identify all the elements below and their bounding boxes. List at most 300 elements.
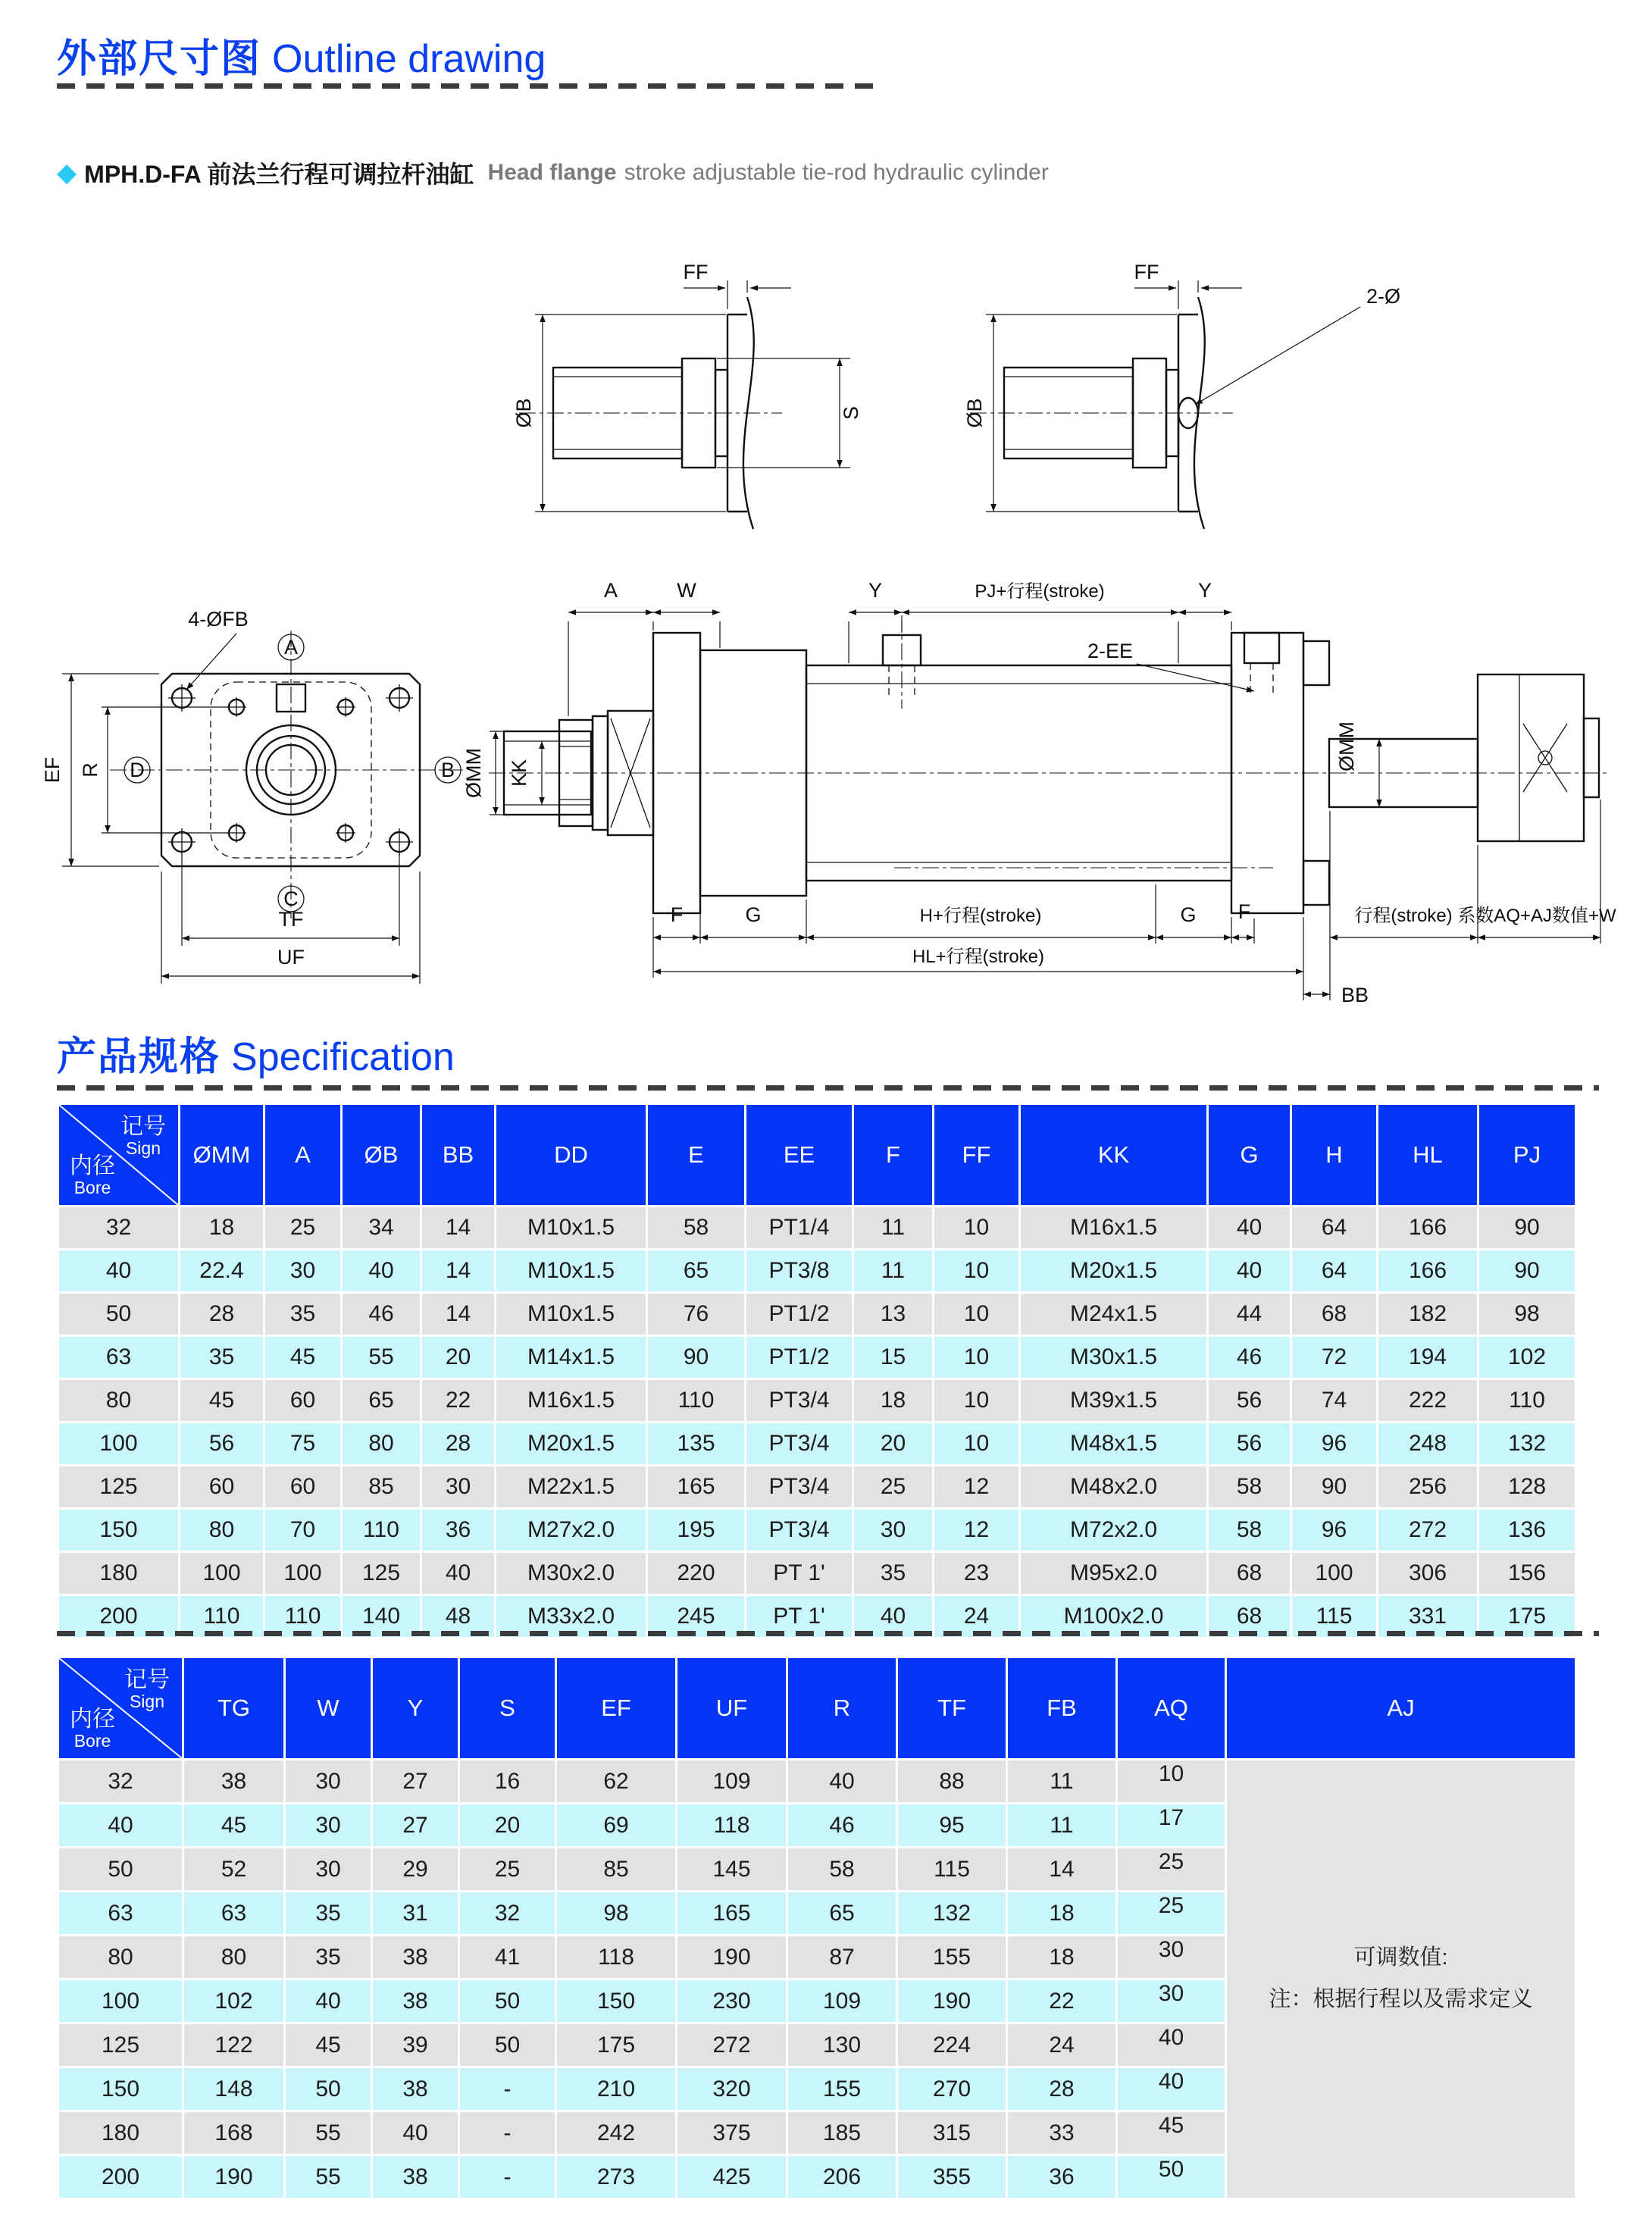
cell: 150 — [556, 1979, 677, 2023]
cell: 18 — [853, 1379, 934, 1422]
cell: 23 — [934, 1552, 1020, 1595]
cell: 135 — [647, 1422, 746, 1466]
cell: 331 — [1378, 1595, 1478, 1638]
mark-b: B — [440, 759, 455, 781]
cell: 50 — [285, 2067, 372, 2111]
cell: 132 — [897, 1892, 1007, 1936]
sign-label-en: Sign — [129, 1692, 165, 1711]
column-header: EF — [556, 1657, 677, 1760]
cell: 34 — [342, 1206, 421, 1250]
cell: 132 — [1478, 1422, 1576, 1466]
cell: 76 — [647, 1293, 746, 1336]
cell: 102 — [1478, 1336, 1576, 1379]
corner-cell — [58, 1104, 180, 1206]
spec-title-en: Specification — [231, 1035, 455, 1079]
cell: 185 — [787, 2111, 897, 2155]
corner-cell — [58, 1657, 183, 1760]
sign-label-zh: 记号 — [124, 1667, 170, 1692]
cell: 195 — [647, 1509, 746, 1552]
dim-label-y-left: Y — [868, 579, 883, 602]
cell: 55 — [285, 2111, 372, 2155]
cell: 52 — [183, 1848, 285, 1892]
cell: 20 — [421, 1336, 496, 1379]
cell: 220 — [647, 1552, 746, 1595]
table2-body — [58, 1760, 1576, 2199]
dim-label-hl-stroke: HL+行程(stroke) — [912, 947, 1045, 967]
cell: 32 — [459, 1892, 556, 1936]
cell: 88 — [897, 1760, 1007, 1804]
cell: 40 — [1208, 1250, 1291, 1293]
bore-label-zh: 内径 — [70, 1706, 115, 1732]
cell: 29 — [372, 1848, 459, 1892]
cell: 80 — [180, 1509, 264, 1552]
column-header: S — [459, 1657, 556, 1760]
cell: 15 — [853, 1336, 934, 1379]
cell: 40 — [1117, 2067, 1226, 2111]
cell: 18 — [1007, 1892, 1117, 1936]
cell: 58 — [647, 1206, 746, 1250]
cell: 63 — [58, 1892, 183, 1936]
drawing-head-side-view — [500, 250, 902, 553]
cell: 16 — [459, 1760, 556, 1804]
cell: 80 — [58, 1936, 183, 1979]
cell: M16x1.5 — [1020, 1206, 1208, 1250]
cell: M39x1.5 — [1020, 1379, 1208, 1422]
cell: 56 — [1208, 1422, 1291, 1466]
dim-label-pj-stroke: PJ+行程(stroke) — [975, 581, 1105, 602]
cell: 35 — [853, 1552, 934, 1595]
cell: M72x2.0 — [1020, 1509, 1208, 1552]
cell: 190 — [183, 2155, 285, 2199]
cell: 22 — [1007, 1979, 1117, 2023]
dim-label-h-stroke: H+行程(stroke) — [919, 906, 1042, 926]
cell: 65 — [787, 1892, 897, 1936]
table-row — [58, 1552, 1576, 1595]
cell: 10 — [934, 1379, 1020, 1422]
cell: 190 — [677, 1936, 787, 1979]
dim-label-f-right: F — [1237, 900, 1251, 923]
cell: 242 — [556, 2111, 677, 2155]
outline-drawings — [0, 189, 1652, 1016]
cell: 40 — [421, 1552, 496, 1595]
cell: 40 — [787, 1760, 897, 1804]
dim-label-w: W — [677, 579, 696, 602]
cell: M33x2.0 — [496, 1595, 647, 1638]
cell: 11 — [1007, 1760, 1117, 1804]
cell: 25 — [853, 1466, 934, 1509]
cell: 130 — [787, 2023, 897, 2067]
diamond-bullet-icon: ◆ — [57, 158, 77, 187]
cell: 33 — [1007, 2111, 1117, 2155]
cell: 98 — [1478, 1293, 1576, 1336]
dim-label-g-right: G — [1180, 903, 1197, 926]
cell: M95x2.0 — [1020, 1552, 1208, 1595]
cell: 14 — [421, 1250, 496, 1293]
cell: PT3/8 — [746, 1250, 853, 1293]
title-zh: 外部尺寸图 — [57, 37, 262, 81]
dim-label-ff: FF — [683, 261, 709, 283]
cell: 200 — [58, 2155, 183, 2199]
dim-label-ob: ØB — [963, 398, 986, 428]
cell: 28 — [1007, 2067, 1117, 2111]
cell: 55 — [342, 1336, 421, 1379]
dim-label-a: A — [603, 579, 618, 602]
cell: 10 — [1117, 1760, 1226, 1804]
cell: 175 — [1478, 1595, 1576, 1638]
cell: 50 — [1117, 2155, 1226, 2199]
table-row — [58, 1379, 1576, 1422]
table-row — [58, 1760, 1576, 1804]
mark-d: D — [130, 759, 145, 781]
spec-table-1 — [57, 1103, 1577, 1639]
table-divider — [57, 1631, 1599, 1636]
cell: 355 — [897, 2155, 1007, 2199]
cell: 222 — [1378, 1379, 1478, 1422]
cell: 58 — [787, 1848, 897, 1892]
sign-label-en: Sign — [125, 1138, 161, 1158]
cell: PT 1' — [746, 1552, 853, 1595]
cell: 68 — [1291, 1293, 1378, 1336]
cell: 272 — [1378, 1509, 1478, 1552]
cell: 110 — [180, 1595, 264, 1638]
cell: PT3/4 — [746, 1509, 853, 1552]
header-row — [58, 1657, 1576, 1760]
cell: M27x2.0 — [496, 1509, 647, 1552]
cell: 25 — [1117, 1848, 1226, 1892]
cell: 125 — [342, 1552, 421, 1595]
cell: 58 — [1208, 1466, 1291, 1509]
outline-drawing-title — [57, 27, 546, 83]
cell: 50 — [58, 1293, 180, 1336]
cell: 125 — [58, 1466, 180, 1509]
table1-body — [58, 1206, 1576, 1638]
cell: 68 — [1208, 1552, 1291, 1595]
cell: M48x1.5 — [1020, 1422, 1208, 1466]
cell: 30 — [421, 1466, 496, 1509]
cell: 35 — [285, 1892, 372, 1936]
cell: 35 — [264, 1293, 342, 1336]
cell: 44 — [1208, 1293, 1291, 1336]
dim-label-stroke: 行程(stroke) — [1354, 906, 1453, 926]
cell: 425 — [677, 2155, 787, 2199]
cell: 60 — [264, 1379, 342, 1422]
cell: 95 — [897, 1804, 1007, 1848]
cell: 80 — [58, 1379, 180, 1422]
column-header: FB — [1007, 1657, 1117, 1760]
cell: 100 — [1291, 1552, 1378, 1595]
cell: 98 — [556, 1892, 677, 1936]
cell: 32 — [58, 1760, 183, 1804]
cell: 25 — [459, 1848, 556, 1892]
dim-label-kk: KK — [508, 759, 530, 787]
cell: 14 — [421, 1206, 496, 1250]
column-header: A — [264, 1104, 342, 1206]
cell: 25 — [1117, 1892, 1226, 1936]
cell: 58 — [1208, 1509, 1291, 1552]
cell: 22.4 — [180, 1250, 264, 1293]
cell: 10 — [934, 1206, 1020, 1250]
column-header: HL — [1378, 1104, 1478, 1206]
cell: 168 — [183, 2111, 285, 2155]
table-row — [58, 1509, 1576, 1552]
cell: 166 — [1378, 1250, 1478, 1293]
aj-note-cell — [1226, 1760, 1576, 2199]
title-en: Outline drawing — [272, 37, 546, 81]
cell: 25 — [264, 1206, 342, 1250]
cell: 175 — [556, 2023, 677, 2067]
cell: 11 — [853, 1206, 934, 1250]
cell: 40 — [342, 1250, 421, 1293]
cell: 375 — [677, 2111, 787, 2155]
cell: 145 — [677, 1848, 787, 1892]
cell: 115 — [1291, 1595, 1378, 1638]
cell: 115 — [897, 1848, 1007, 1892]
cell: 63 — [183, 1892, 285, 1936]
cell: 118 — [677, 1804, 787, 1848]
cell: 69 — [556, 1804, 677, 1848]
column-header: R — [787, 1657, 897, 1760]
column-header: ØB — [342, 1104, 421, 1206]
cell: M10x1.5 — [496, 1293, 647, 1336]
column-header: E — [647, 1104, 746, 1206]
cell: 248 — [1378, 1422, 1478, 1466]
drawing-cylinder-side-view — [462, 568, 1622, 1008]
cell: 180 — [58, 2111, 183, 2155]
cell: 273 — [556, 2155, 677, 2199]
column-header: AJ — [1226, 1657, 1576, 1760]
cell: 96 — [1291, 1422, 1378, 1466]
column-header: EE — [746, 1104, 853, 1206]
cell: 155 — [897, 1936, 1007, 1979]
dim-label-2ee: 2-EE — [1087, 640, 1134, 662]
cell: 38 — [183, 1760, 285, 1804]
aj-note-line1: 可调数值: — [1353, 1945, 1448, 1970]
column-header: KK — [1020, 1104, 1208, 1206]
dim-label-ef: EF — [41, 756, 64, 784]
cell: 182 — [1378, 1293, 1478, 1336]
cell: 14 — [1007, 1848, 1117, 1892]
cell: 50 — [459, 2023, 556, 2067]
cell: 306 — [1378, 1552, 1478, 1595]
cell: 165 — [647, 1466, 746, 1509]
column-header: TG — [183, 1657, 285, 1760]
cell: 100 — [264, 1552, 342, 1595]
cell: 12 — [934, 1509, 1020, 1552]
cell: 136 — [1478, 1509, 1576, 1552]
cell: 64 — [1291, 1206, 1378, 1250]
spec-title-zh: 产品规格 — [57, 1035, 221, 1079]
cell: 35 — [180, 1336, 264, 1379]
cell: 50 — [459, 1979, 556, 2023]
cell: 96 — [1291, 1509, 1378, 1552]
cell: PT1/2 — [746, 1293, 853, 1336]
table-row — [58, 1466, 1576, 1509]
cell: 64 — [1291, 1250, 1378, 1293]
cell: 206 — [787, 2155, 897, 2199]
cell: 30 — [1117, 1979, 1226, 2023]
cell: PT 1' — [746, 1595, 853, 1638]
cell: 39 — [372, 2023, 459, 2067]
cell: 166 — [1378, 1206, 1478, 1250]
cell: 110 — [342, 1509, 421, 1552]
dim-label-s: S — [840, 405, 862, 421]
cell: 125 — [58, 2023, 183, 2067]
dim-label-tf: TF — [278, 908, 304, 931]
cell: 90 — [647, 1336, 746, 1379]
cell: 80 — [342, 1422, 421, 1466]
drawing-head-side-view-2 — [951, 250, 1451, 553]
dim-label-ff: FF — [1134, 261, 1159, 283]
cell: 30 — [264, 1250, 342, 1293]
cell: 18 — [1007, 1936, 1117, 1979]
cell: 270 — [897, 2067, 1007, 2111]
cell: 17 — [1117, 1804, 1226, 1848]
table-row — [58, 1293, 1576, 1336]
cell: 12 — [934, 1466, 1020, 1509]
cell: 14 — [421, 1293, 496, 1336]
dim-label-aq-aj-w: 系数AQ+AJ数值+W — [1457, 906, 1616, 926]
cell: PT1/2 — [746, 1336, 853, 1379]
cell: 256 — [1378, 1466, 1478, 1509]
specification-title — [57, 1025, 455, 1081]
cell: M14x1.5 — [496, 1336, 647, 1379]
dim-label-bb: BB — [1341, 984, 1369, 1006]
cell: 109 — [677, 1760, 787, 1804]
cell: 30 — [285, 1760, 372, 1804]
cell: M48x2.0 — [1020, 1466, 1208, 1509]
cell: 45 — [264, 1336, 342, 1379]
cell: 74 — [1291, 1379, 1378, 1422]
cell: 30 — [285, 1804, 372, 1848]
cell: 210 — [556, 2067, 677, 2111]
cell: 55 — [285, 2155, 372, 2199]
table-row — [58, 1206, 1576, 1250]
column-header: Y — [372, 1657, 459, 1760]
cell: 190 — [897, 1979, 1007, 2023]
cell: 38 — [372, 2155, 459, 2199]
cell: 110 — [1478, 1379, 1576, 1422]
cell: 31 — [372, 1892, 459, 1936]
cell: 80 — [183, 1936, 285, 1979]
cell: 63 — [58, 1336, 180, 1379]
cell: 38 — [372, 2067, 459, 2111]
cell: 194 — [1378, 1336, 1478, 1379]
cell: 27 — [372, 1760, 459, 1804]
cell: M20x1.5 — [496, 1422, 647, 1466]
cell: 36 — [1007, 2155, 1117, 2199]
cell: 40 — [58, 1804, 183, 1848]
column-header: PJ — [1478, 1104, 1576, 1206]
bore-label-en: Bore — [74, 1730, 111, 1751]
cell: 27 — [372, 1804, 459, 1848]
cell: 150 — [58, 2067, 183, 2111]
cell: 72 — [1291, 1336, 1378, 1379]
cell: 118 — [556, 1936, 677, 1979]
cell: 85 — [342, 1466, 421, 1509]
cell: 28 — [180, 1293, 264, 1336]
cell: 245 — [647, 1595, 746, 1638]
dim-label-uf: UF — [277, 946, 305, 969]
cell: 40 — [285, 1979, 372, 2023]
cell: 45 — [183, 1804, 285, 1848]
mark-a: A — [283, 636, 299, 659]
column-header: H — [1291, 1104, 1378, 1206]
column-header: W — [285, 1657, 372, 1760]
cell: 40 — [1208, 1206, 1291, 1250]
column-header: ØMM — [180, 1104, 264, 1206]
cell: 18 — [180, 1206, 264, 1250]
cell: 40 — [58, 1250, 180, 1293]
dim-label-omm-left: ØMM — [462, 748, 485, 798]
dim-label-omm-right: ØMM — [1335, 721, 1358, 771]
cell: 200 — [58, 1595, 180, 1638]
aj-note-line2: 注：根据行程以及需求定义 — [1269, 1987, 1533, 2011]
cell: 10 — [934, 1250, 1020, 1293]
cell: M20x1.5 — [1020, 1250, 1208, 1293]
dim-label-4ofb: 4-ØFB — [188, 608, 249, 631]
dim-label-2o: 2-Ø — [1366, 285, 1401, 308]
cell: 11 — [853, 1250, 934, 1293]
cell: 24 — [934, 1595, 1020, 1638]
cell: 60 — [264, 1466, 342, 1509]
product-subtitle — [57, 155, 1049, 190]
cell: 140 — [342, 1595, 421, 1638]
cell: 230 — [677, 1979, 787, 2023]
cell: 46 — [342, 1293, 421, 1336]
product-desc-en: stroke adjustable tie-rod hydraulic cylinder — [624, 160, 1049, 185]
cell: 46 — [1208, 1336, 1291, 1379]
cell: 90 — [1291, 1466, 1378, 1509]
spec-underline — [57, 1085, 1599, 1091]
cell: 156 — [1478, 1552, 1576, 1595]
cell: M22x1.5 — [496, 1466, 647, 1509]
cell: 180 — [58, 1552, 180, 1595]
cell: 10 — [934, 1293, 1020, 1336]
cell: 48 — [421, 1595, 496, 1638]
product-desc-en-bold: Head flange — [487, 160, 617, 185]
column-header: DD — [496, 1104, 647, 1206]
cell: 109 — [787, 1979, 897, 2023]
cell: 90 — [1478, 1206, 1576, 1250]
cell: 150 — [58, 1509, 180, 1552]
dim-label-f-left: F — [670, 903, 684, 926]
cell: 30 — [853, 1509, 934, 1552]
cell: 65 — [647, 1250, 746, 1293]
cell: M30x1.5 — [1020, 1336, 1208, 1379]
column-header: AQ — [1117, 1657, 1226, 1760]
cell: 10 — [934, 1336, 1020, 1379]
cell: 122 — [183, 2023, 285, 2067]
cell: 110 — [647, 1379, 746, 1422]
product-model: MPH.D-FA 前法兰行程可调拉杆油缸 — [84, 161, 474, 188]
cell: 62 — [556, 1760, 677, 1804]
cell: 38 — [372, 1979, 459, 2023]
cell: 45 — [1117, 2111, 1226, 2155]
cell: 75 — [264, 1422, 342, 1466]
header-row — [58, 1104, 1576, 1206]
cell: 85 — [556, 1848, 677, 1892]
cell: M10x1.5 — [496, 1250, 647, 1293]
cell: 87 — [787, 1936, 897, 1979]
cell: 90 — [1478, 1250, 1576, 1293]
cell: 38 — [372, 1936, 459, 1979]
column-header: F — [853, 1104, 934, 1206]
cell: 41 — [459, 1936, 556, 1979]
cell: 102 — [183, 1979, 285, 2023]
cell: 22 — [421, 1379, 496, 1422]
cell: 13 — [853, 1293, 934, 1336]
cell: PT3/4 — [746, 1379, 853, 1422]
